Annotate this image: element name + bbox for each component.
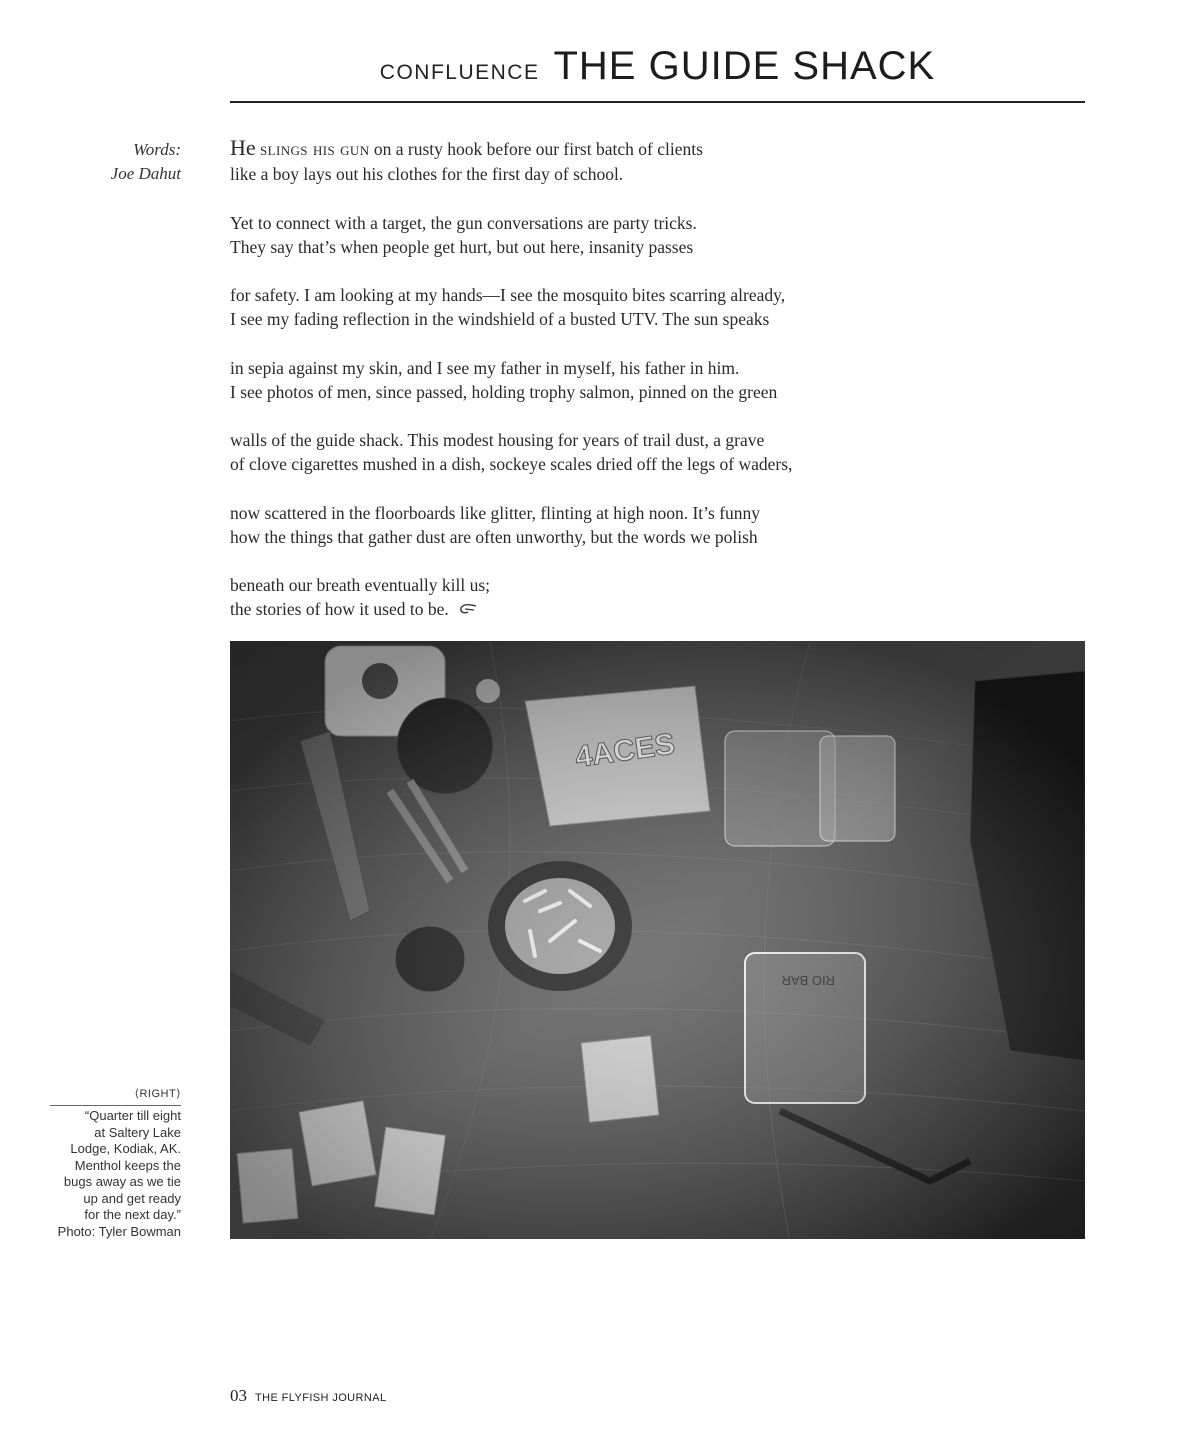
page-header [230, 44, 1085, 89]
photo-tying-table [230, 641, 1085, 1239]
poem-line: like a boy lays out his clothes for the first day of school. [230, 164, 624, 184]
stanza [230, 573, 870, 623]
poem-line-text: on a rusty hook before our first batch of clients [373, 139, 703, 159]
header-rule [230, 101, 1085, 103]
stanza [230, 136, 870, 186]
caption-rule [50, 1105, 181, 1106]
caption-line: for the next day.” [84, 1207, 181, 1222]
byline-author: Joe Dahut [110, 164, 181, 183]
caption-line: Lodge, Kodiak, AK. [70, 1141, 181, 1156]
poem-line: They say that’s when people get hurt, but out here, insanity passes [230, 236, 694, 257]
stanza [230, 283, 870, 331]
section-label: CONFLUENCE [379, 61, 540, 84]
poem-line: for safety. I am looking at my hands—I see the mosquito bites scarring already, [230, 285, 786, 305]
poem-line: beneath our breath eventually kill us; [230, 575, 490, 595]
poem-line [230, 597, 870, 623]
poem-line: walls of the guide shack. This modest housing for years of trail dust, a grave [230, 430, 765, 450]
lead-smallcaps: slings his gun [260, 140, 370, 160]
poem-line: in sepia against my skin, and I see my father in myself, his father in him. [230, 357, 740, 378]
poem-line-text: the stories of how it used to be. [230, 599, 449, 619]
caption-line: bugs away as we tie [63, 1174, 181, 1189]
stanza [230, 501, 870, 549]
caption-line: at Saltery Lake [94, 1124, 181, 1140]
stanza [230, 356, 870, 404]
stanza [230, 211, 870, 259]
caption-tag: ⟨RIGHT⟩ [134, 1088, 181, 1100]
poem-line [230, 136, 870, 162]
photo-caption [41, 1108, 181, 1240]
caption-line: up and get ready [83, 1190, 181, 1206]
photo-illustration [230, 641, 1085, 1239]
page-number: 03 [230, 1386, 247, 1405]
byline-label: Words: [133, 140, 181, 159]
poem-line: now scattered in the floorboards like glitter, flinting at high noon. It’s funny [230, 502, 761, 523]
stanza [230, 428, 870, 476]
journal-name: THE FLYFISH JOURNAL [255, 1392, 387, 1404]
caption-line: Menthol keeps the [74, 1157, 181, 1173]
fishhook-icon [459, 599, 477, 623]
caption-tag-text: RIGHT [139, 1088, 177, 1100]
caption-line: “Quarter till eight [84, 1108, 181, 1123]
article-title: THE GUIDE SHACK [553, 44, 936, 88]
poem-line: Yet to connect with a target, the gun conversations are party tricks. [230, 212, 697, 233]
poem-line: I see photos of men, since passed, holding trophy salmon, pinned on the green [230, 381, 778, 402]
caption-line: Photo: Tyler Bowman [57, 1223, 181, 1239]
lead-cap: He [230, 135, 256, 160]
byline [111, 138, 181, 186]
poem [230, 136, 870, 648]
page-footer [230, 1386, 386, 1406]
poem-line: of clove cigarettes mushed in a dish, sockeye scales dried off the legs of waders, [230, 454, 793, 474]
poem-line: I see my fading reflection in the windshield of a busted UTV. The sun speaks [230, 309, 770, 329]
poem-line: how the things that gather dust are often unworthy, but the words we polish [230, 526, 758, 547]
